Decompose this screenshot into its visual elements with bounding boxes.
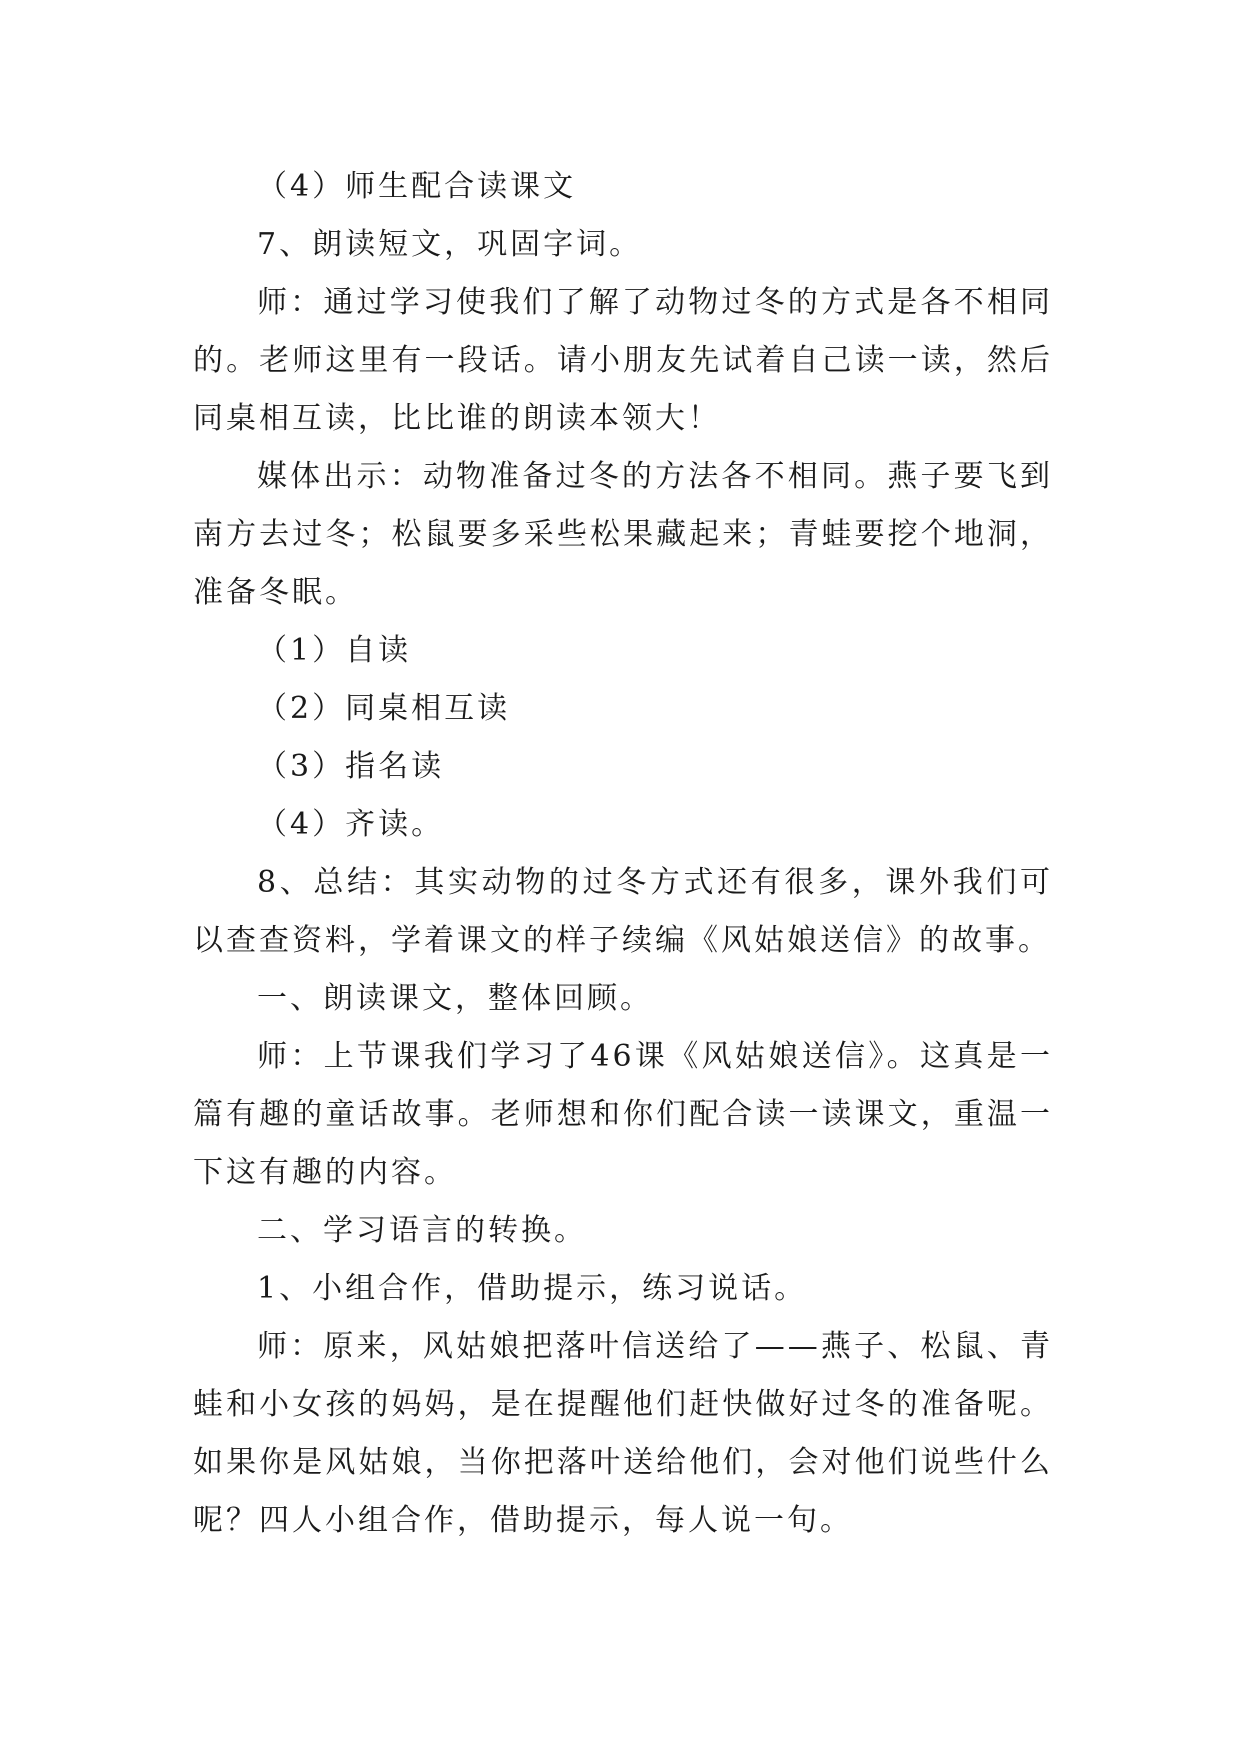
paragraph: 8、总结：其实动物的过冬方式还有很多，课外我们可以查查资料，学着课文的样子续编《风姑娘送信》的故事。	[193, 865, 1053, 958]
paragraph: 师：通过学习使我们了解了动物过冬的方式是各不相同的。老师这里有一段话。请小朋友先试着自己读一读，然后同桌相互读，比比谁的朗读本领大！	[193, 285, 1053, 436]
document-body	[193, 158, 1053, 1550]
paragraph: 媒体出示：动物准备过冬的方法各不相同。燕子要飞到南方去过冬；松鼠要多采些松果藏起来；青蛙要挖个地洞，准备冬眠。	[193, 459, 1053, 610]
section-heading: 二、学习语言的转换。	[257, 1213, 587, 1248]
list-item: （2）同桌相互读	[257, 691, 511, 726]
paragraph: 师：原来，风姑娘把落叶信送给了——燕子、松鼠、青蛙和小女孩的妈妈，是在提醒他们赶快做好过冬的准备呢。如果你是风姑娘，当你把落叶送给他们，会对他们说些什么呢？四人小组合作，借助提示，每人说一句。	[193, 1329, 1053, 1538]
section-heading: 1、小组合作，借助提示，练习说话。	[257, 1271, 808, 1306]
list-item: （4）师生配合读课文	[257, 169, 577, 204]
section-heading: 7、朗读短文，巩固字词。	[257, 227, 643, 262]
list-item: （4）齐读。	[257, 807, 445, 842]
list-item: （1）自读	[257, 633, 412, 668]
list-item: （3）指名读	[257, 749, 445, 784]
paragraph: 师：上节课我们学习了46课《风姑娘送信》。这真是一篇有趣的童话故事。老师想和你们配合读一读课文，重温一下这有趣的内容。	[193, 1039, 1053, 1190]
section-heading: 一、朗读课文，整体回顾。	[257, 981, 653, 1016]
